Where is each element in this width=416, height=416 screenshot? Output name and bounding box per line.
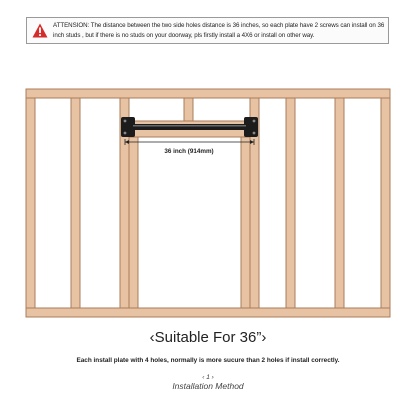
top-plate [26, 89, 390, 98]
jack-stud-right [241, 137, 250, 308]
measurement-label: 36 inch (914mm) [164, 148, 214, 155]
caption-subtitle: Each install plate with 4 holes, normally is more sucure than 2 holes if install correctly. [76, 357, 340, 364]
stud-7 [381, 98, 390, 308]
attention-text: ATTENSION: The distance between the two side holes distance is 36 inches, so each plate have 2 screws can install on 36 inch studs , but if there is no studs on your doorway, pls firstly install a 4X6 or install on other way. [53, 22, 385, 39]
mount-plate-right [244, 117, 258, 137]
step-label: Installation Method [172, 381, 244, 391]
bar-tube [133, 124, 246, 130]
mount-plate-left [121, 117, 135, 137]
stud-2 [71, 98, 80, 308]
bottom-plate [26, 308, 390, 317]
jack-stud-left [129, 137, 138, 308]
caption-title: ‹Suitable For 36”› [149, 329, 267, 346]
stud-1 [26, 98, 35, 308]
stud-5 [286, 98, 295, 308]
step-number: ‹ 1 › [202, 374, 214, 381]
cripple-stud [184, 98, 193, 121]
stud-6 [335, 98, 344, 308]
measurement-line [125, 139, 254, 145]
